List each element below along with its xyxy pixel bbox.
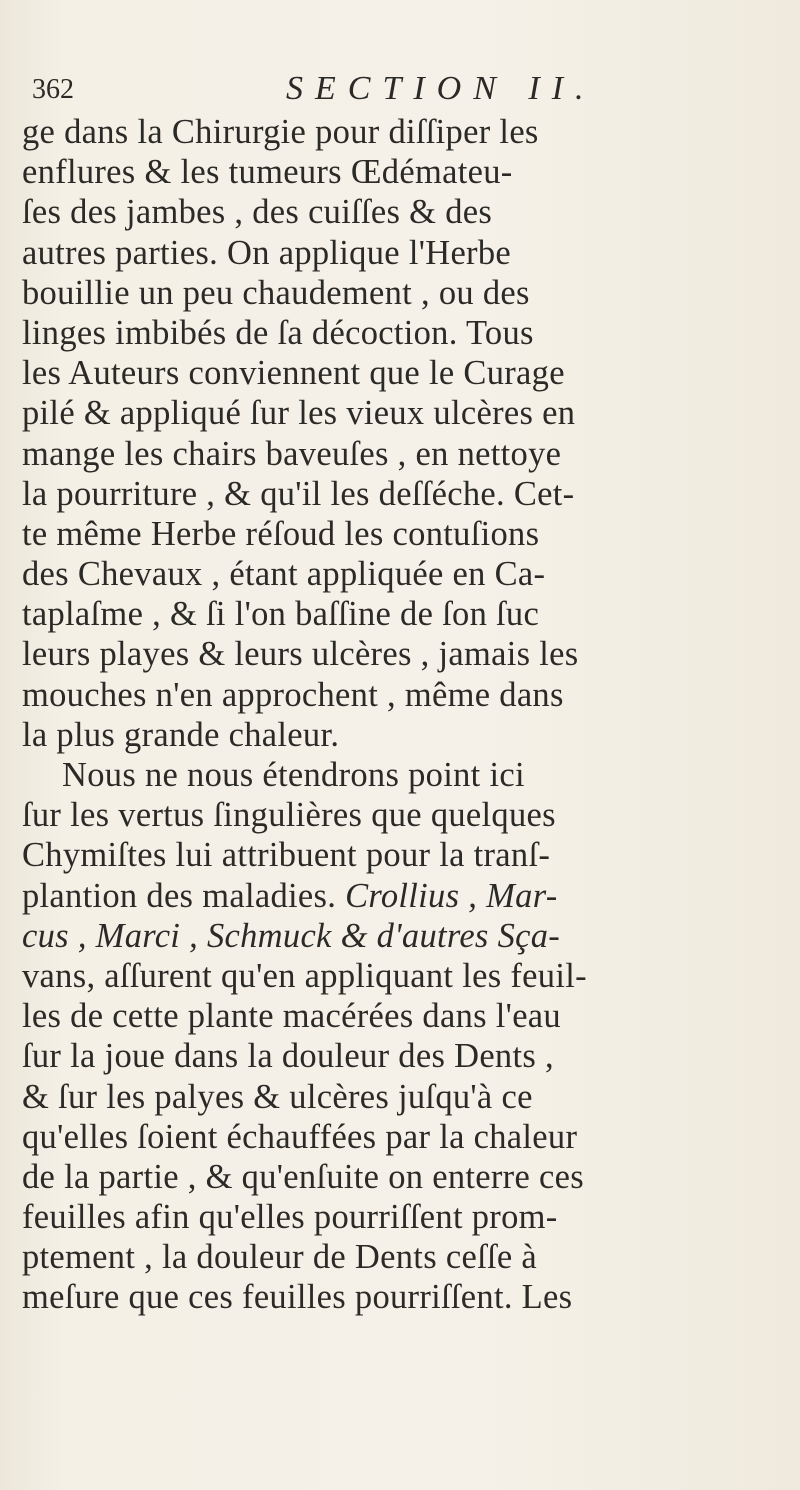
page-number: 362 (32, 74, 74, 105)
text-line: te même Herbe réſoud les contuſions (22, 514, 540, 553)
text-line: Chymiſtes lui attribuent pour la tranſ- (22, 836, 551, 875)
text-line: enflures & les tumeurs Œdémateu- (22, 153, 513, 192)
text-line-with-names (22, 876, 782, 916)
body-text (22, 112, 782, 1318)
text-line: ſur la joue dans la douleur des Dents , (22, 1037, 554, 1076)
text-line: ptement , la douleur de Dents ceſſe à (22, 1238, 537, 1277)
text-line: vans, aſſurent qu'en appliquant les feuil- (22, 956, 587, 995)
text-line: cus , Marci , Schmuck & d'autres Sça- (22, 916, 561, 955)
text-line: bouillie un peu chaudement , ou des (22, 273, 530, 312)
text-line: meſure que ces feuilles pourriſſent. Les (22, 1278, 573, 1317)
text-line: taplaſme , & ſi l'on baſſine de ſon ſuc (22, 595, 540, 634)
text-line: la plus grande chaleur. (22, 715, 340, 754)
text-line: & ſur les palyes & ulcères juſqu'à ce (22, 1077, 533, 1116)
italic-author-name: Crollius , Mar- (345, 876, 558, 915)
text-line: des Chevaux , étant appliquée en Ca- (22, 555, 546, 594)
text-line: ſur les vertus ſingulières que quelques (22, 796, 556, 835)
text-line: linges imbibés de ſa décoction. Tous (22, 313, 534, 352)
text-line: ge dans la Chirurgie pour diſſiper les (22, 113, 539, 151)
text-segment: plantion des maladies. (22, 876, 337, 915)
text-line: pilé & appliqué ſur les vieux ulcères en (22, 394, 576, 433)
text-line: mouches n'en approchent , même dans (22, 675, 564, 714)
text-line: leurs playes & leurs ulcères , jamais les (22, 635, 579, 674)
running-title: SECTION II. (286, 70, 596, 107)
text-line: de la partie , & qu'enſuite on enterre ces (22, 1157, 584, 1196)
text-line: les Auteurs conviennent que le Curage (22, 354, 565, 393)
text-line: autres parties. On applique l'Herbe (22, 233, 512, 272)
text-line: les de cette plante macérées dans l'eau (22, 997, 561, 1036)
text-line: mange les chairs baveuſes , en nettoye (22, 434, 562, 473)
text-line: qu'elles ſoient échauffées par la chaleur (22, 1117, 578, 1156)
text-line: feuilles afin qu'elles pourriſſent prom- (22, 1198, 558, 1237)
text-line: ſes des jambes , des cuiſſes & des (22, 193, 493, 232)
paragraph-start-line: Nous ne nous étendrons point ici (62, 756, 525, 794)
text-line: la pourriture , & qu'il les deſſéche. Cet- (22, 474, 575, 513)
